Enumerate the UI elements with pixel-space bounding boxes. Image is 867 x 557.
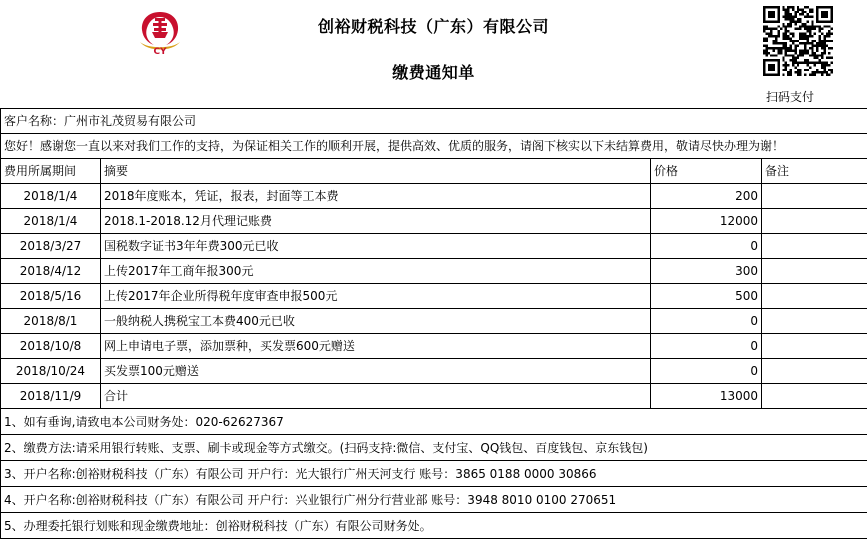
row-summary: 网上申请电子票，添加票种，买发票600元赠送 xyxy=(101,334,651,359)
row-price: 0 xyxy=(651,359,762,384)
note-row xyxy=(1,461,867,487)
table-row xyxy=(1,359,867,384)
table-row xyxy=(1,184,867,209)
row-date: 2018/8/1 xyxy=(1,309,101,334)
fee-notice-table xyxy=(0,108,867,539)
note-row xyxy=(1,513,867,539)
header-price: 价格 xyxy=(651,159,762,184)
row-price: 200 xyxy=(651,184,762,209)
row-date: 2018/10/24 xyxy=(1,359,101,384)
note-address: 5、办理委托银行划账和现金缴费地址：创裕财税科技（广东）有限公司财务处。 xyxy=(1,513,867,539)
note-row xyxy=(1,435,867,461)
total-row xyxy=(1,384,867,409)
row-summary: 买发票100元赠送 xyxy=(101,359,651,384)
document-header xyxy=(0,0,867,108)
note-inquiry: 1、如有垂询,请致电本公司财务处：020-62627367 xyxy=(1,409,867,435)
table-header-row xyxy=(1,159,867,184)
note-row xyxy=(1,409,867,435)
row-note xyxy=(762,259,867,284)
row-date: 2018/10/8 xyxy=(1,334,101,359)
row-summary: 国税数字证书3年年费300元已收 xyxy=(101,234,651,259)
table-row xyxy=(1,284,867,309)
row-summary: 上传2017年企业所得税年度审查申报500元 xyxy=(101,284,651,309)
company-name: 创裕财税科技（广东）有限公司 xyxy=(317,17,549,36)
header-remark: 备注 xyxy=(762,159,867,184)
greeting-row xyxy=(1,134,867,159)
row-price: 300 xyxy=(651,259,762,284)
table-row xyxy=(1,209,867,234)
customer-cell xyxy=(1,109,867,134)
table-row xyxy=(1,259,867,284)
row-date: 2018/11/9 xyxy=(1,384,101,409)
qr-label: 扫码支付 xyxy=(765,90,814,104)
row-summary: 2018.1-2018.12月代理记账费 xyxy=(101,209,651,234)
customer-label: 客户名称： xyxy=(4,114,65,128)
row-summary: 合计 xyxy=(101,384,651,409)
row-note xyxy=(762,234,867,259)
row-note xyxy=(762,284,867,309)
row-note xyxy=(762,184,867,209)
table-row xyxy=(1,309,867,334)
header-summary: 摘要 xyxy=(101,159,651,184)
row-date: 2018/1/4 xyxy=(1,184,101,209)
note-row xyxy=(1,487,867,513)
customer-row xyxy=(1,109,867,134)
row-price: 500 xyxy=(651,284,762,309)
row-price: 12000 xyxy=(651,209,762,234)
note-bank-account-1: 3、开户名称:创裕财税科技（广东）有限公司 开户行：光大银行广州天河支行 账号：3865 0188 0000 30866 xyxy=(1,461,867,487)
total-price: 13000 xyxy=(651,384,762,409)
header-period: 费用所属期间 xyxy=(1,159,101,184)
payment-qr-code-icon[interactable] xyxy=(763,6,833,76)
row-note xyxy=(762,209,867,234)
logo-text: CY xyxy=(153,47,167,56)
note-bank-account-2: 4、开户名称:创裕财税科技（广东）有限公司 开户行：兴业银行广州分行营业部 账号：3948 8010 0100 270651 xyxy=(1,487,867,513)
row-note xyxy=(762,309,867,334)
row-date: 2018/3/27 xyxy=(1,234,101,259)
row-note xyxy=(762,359,867,384)
row-price: 0 xyxy=(651,309,762,334)
row-note xyxy=(762,384,867,409)
row-note xyxy=(762,334,867,359)
row-price: 0 xyxy=(651,234,762,259)
row-date: 2018/5/16 xyxy=(1,284,101,309)
row-date: 2018/4/12 xyxy=(1,259,101,284)
note-payment-methods: 2、缴费方法:请采用银行转账、支票、刷卡或现金等方式缴交。(扫码支持:微信、支付宝、QQ钱包、百度钱包、京东钱包) xyxy=(1,435,867,461)
row-summary: 上传2017年工商年报300元 xyxy=(101,259,651,284)
customer-name: 广州市礼茂贸易有限公司 xyxy=(64,114,197,128)
row-date: 2018/1/4 xyxy=(1,209,101,234)
row-summary: 2018年度账本，凭证，报表，封面等工本费 xyxy=(101,184,651,209)
row-summary: 一般纳税人携税宝工本费400元已收 xyxy=(101,309,651,334)
document-title: 缴费通知单 xyxy=(392,63,475,82)
greeting-text: 您好！感谢您一直以来对我们工作的支持，为保证相关工作的顺利开展，提供高效、优质的服务，请阁下核实以下未结算费用，敬请尽快办理为谢！ xyxy=(1,134,867,159)
table-row xyxy=(1,234,867,259)
row-price: 0 xyxy=(651,334,762,359)
table-row xyxy=(1,334,867,359)
